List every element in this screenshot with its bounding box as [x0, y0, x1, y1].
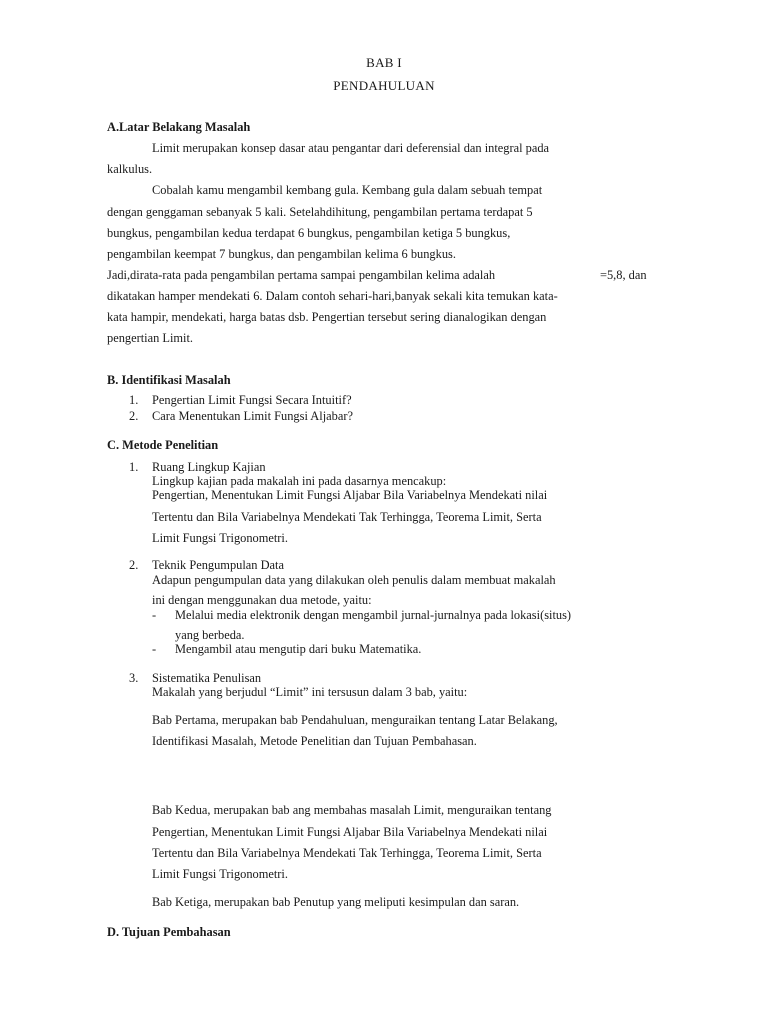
paragraph-line: Cobalah kamu mengambil kembang gula. Kembang gula dalam sebuah tempat	[152, 183, 543, 197]
chapter-number: BAB I	[366, 55, 402, 70]
paragraph-line: Bab Ketiga, merupakan bab Penutup yang meliputi kesimpulan dan saran.	[152, 895, 520, 909]
bullet-dash: -	[152, 642, 157, 656]
list-item: Pengertian Limit Fungsi Secara Intuitif?	[152, 393, 352, 407]
section-b-heading: B. Identifikasi Masalah	[107, 373, 231, 387]
paragraph-line: Pengertian, Menentukan Limit Fungsi Aljabar Bila Variabelnya Mendekati nilai	[152, 488, 548, 502]
list-number: 1.	[129, 460, 139, 474]
paragraph-line: dikatakan hamper mendekati 6. Dalam contoh sehari-hari,banyak sekali kita temukan kata-	[107, 289, 558, 303]
paragraph-line: ini dengan menggunakan dua metode, yaitu:	[152, 593, 372, 607]
paragraph-line: Identifikasi Masalah, Metode Penelitian dan Tujuan Pembahasan.	[152, 734, 477, 748]
paragraph-line: pengambilan keempat 7 bungkus, dan pengambilan kelima 6 bungkus.	[107, 247, 456, 261]
subsection-title: Sistematika Penulisan	[152, 671, 262, 685]
bullet-item: Mengambil atau mengutip dari buku Matematika.	[175, 642, 422, 656]
paragraph-line: Lingkup kajian pada makalah ini pada dasarnya mencakup:	[152, 474, 447, 488]
section-d-heading: D. Tujuan Pembahasan	[107, 925, 231, 939]
average-value: =5,8, dan	[600, 268, 647, 282]
bullet-item-continued: yang berbeda.	[175, 628, 245, 642]
subsection-title: Teknik Pengumpulan Data	[152, 558, 284, 572]
paragraph-line: Limit Fungsi Trigonometri.	[152, 867, 288, 881]
list-number: 2.	[129, 558, 139, 572]
paragraph-line: Bab Kedua, merupakan bab ang membahas masalah Limit, menguraikan tentang	[152, 803, 552, 817]
paragraph-line: Bab Pertama, merupakan bab Pendahuluan, menguraikan tentang Latar Belakang,	[152, 713, 558, 727]
bullet-item: Melalui media elektronik dengan mengambil jurnal-jurnalnya pada lokasi(situs)	[175, 608, 572, 622]
section-a-heading: A.Latar Belakang Masalah	[107, 120, 251, 134]
paragraph-line: Jadi,dirata-rata pada pengambilan pertama sampai pengambilan kelima adalah	[107, 268, 496, 282]
paragraph-line: kalkulus.	[107, 162, 153, 176]
paragraph-line: Makalah yang berjudul “Limit” ini tersusun dalam 3 bab, yaitu:	[152, 685, 468, 699]
section-c-heading: C. Metode Penelitian	[107, 438, 219, 452]
paragraph-line: Tertentu dan Bila Variabelnya Mendekati Tak Terhingga, Teorema Limit, Serta	[152, 510, 542, 524]
paragraph-line: kata hampir, mendekati, harga batas dsb. Pengertian tersebut sering dianalogikan dengan	[107, 310, 547, 324]
list-item: Cara Menentukan Limit Fungsi Aljabar?	[152, 409, 353, 423]
paragraph-line: dengan genggaman sebanyak 5 kali. Setelahdihitung, pengambilan pertama terdapat 5	[107, 205, 533, 219]
paragraph-line: Tertentu dan Bila Variabelnya Mendekati Tak Terhingga, Teorema Limit, Serta	[152, 846, 542, 860]
bullet-dash: -	[152, 608, 157, 622]
paragraph-line: Limit Fungsi Trigonometri.	[152, 531, 288, 545]
subsection-title: Ruang Lingkup Kajian	[152, 460, 266, 474]
chapter-title: PENDAHULUAN	[333, 78, 435, 93]
list-number: 3.	[129, 671, 139, 685]
paragraph-line: bungkus, pengambilan kedua terdapat 6 bungkus, pengambilan ketiga 5 bungkus,	[107, 226, 511, 240]
list-number: 1.	[129, 393, 139, 407]
paragraph-line: pengertian Limit.	[107, 331, 194, 345]
paragraph-line: Limit merupakan konsep dasar atau pengantar dari deferensial dan integral pada	[152, 141, 550, 155]
paragraph-line: Adapun pengumpulan data yang dilakukan oleh penulis dalam membuat makalah	[152, 573, 556, 587]
list-number: 2.	[129, 409, 139, 423]
paragraph-line: Pengertian, Menentukan Limit Fungsi Aljabar Bila Variabelnya Mendekati nilai	[152, 825, 548, 839]
